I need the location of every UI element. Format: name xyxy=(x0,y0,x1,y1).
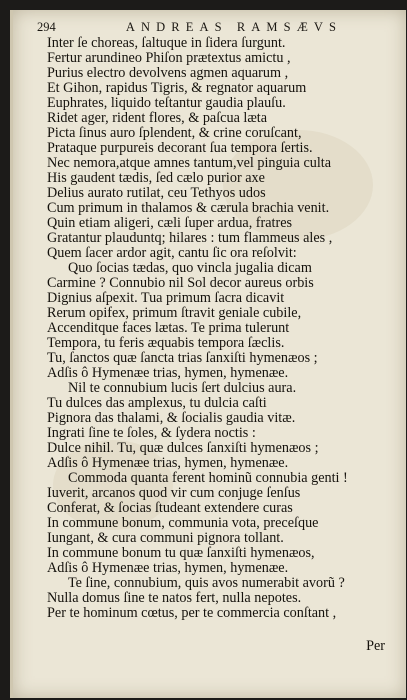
verse-line: Tu, ſanctos quæ ſancta trias ſanxiſti hymenæos ; xyxy=(47,351,318,366)
verse-line: Adſis ô Hymenæe trias, hymen, hymenæe. xyxy=(47,456,289,471)
verse-line: Gratantur plauduntq; hilares : tum flammeus ales , xyxy=(47,231,333,246)
verse-line: His gaudent tædis, ſed cælo purior axe xyxy=(47,171,265,186)
verse-line: Delius aurato rutilat, ceu Tethyos udos xyxy=(47,186,266,201)
verse-line: Nulla domus ſine te natos fert, nulla nepotes. xyxy=(47,591,302,606)
verse-line: Rerum opifex, primum ſtravit geniale cubile, xyxy=(47,306,302,321)
verse-line: Quem ſacer ardor agit, cantu ſic ora reſolvit: xyxy=(47,246,297,261)
verse-line: Euphrates, liquido teſtantur gaudia plauſu. xyxy=(47,96,286,111)
verse-line: Nec nemora,atque amnes tantum,vel pinguia culta xyxy=(47,156,332,171)
verse-line: Tu dulces das amplexus, tu dulcia caſti xyxy=(47,396,267,411)
verse-line: In commune bonum, communia vota, preceſque xyxy=(47,516,319,531)
verse-line: Iuverit, arcanos quod vir cum conjuge ſenſus xyxy=(47,486,301,501)
verse-line: Pignora das thalami, & ſocialis gaudia vitæ. xyxy=(47,411,296,426)
verse-text xyxy=(47,36,377,621)
verse-line: Fertur arundineo Phiſon prætextus amictu , xyxy=(47,51,291,66)
page-number: 294 xyxy=(37,20,56,34)
verse-line: Accenditque faces lætas. Te prima tulerunt xyxy=(47,321,290,336)
verse-line: Nil te connubium lucis ſert dulcius aura. xyxy=(68,381,297,396)
verse-line: Adſis ô Hymenæe trias, hymen, hymenæe. xyxy=(47,366,289,381)
verse-line: Ingrati ſine te ſoles, & ſydera noctis : xyxy=(47,426,256,441)
verse-line: Commoda quanta ferent hominũ connubia genti ! xyxy=(68,471,348,486)
verse-line: Per te hominum cœtus, per te commercia conſtant , xyxy=(47,606,337,621)
verse-line: Picta ſinus auro ſplendent, & crine coruſcant, xyxy=(47,126,302,141)
verse-line: Dignius aſpexit. Tua primum ſacra dicavit xyxy=(47,291,285,306)
verse-line: In commune bonum tu quæ ſanxiſti hymenæos, xyxy=(47,546,315,561)
verse-line: Inter ſe choreas, ſaltuque in ſidera ſurgunt. xyxy=(47,36,286,51)
verse-line: Quo ſocias tædas, quo vincla jugalia dicam xyxy=(68,261,312,276)
verse-line: Et Gihon, rapidus Tigris, & regnator aquarum xyxy=(47,81,307,96)
running-head: ANDREAS RAMSÆVS xyxy=(125,20,343,34)
catchword: Per xyxy=(366,638,385,654)
verse-line: Te ſine, connubium, quis avos numerabit avorũ ? xyxy=(68,576,345,591)
verse-line: Carmine ? Connubio nil Sol decor aureus orbis xyxy=(47,276,314,291)
verse-line: Ridet ager, rident flores, & paſcua læta xyxy=(47,111,268,126)
verse-line: Iungant, & cura communi pignora tollant. xyxy=(47,531,284,546)
verse-line: Conferat, & ſocias ſtudeant extendere curas xyxy=(47,501,293,516)
verse-line: Dulce nihil. Tu, quæ dulces ſanxiſti hymenæos ; xyxy=(47,441,319,456)
verse-line: Prataque purpureis decorant ſua tempora ſertis. xyxy=(47,141,313,156)
verse-line: Tempora, tu feris æquabis tempora ſæclis. xyxy=(47,336,285,351)
verse-line: Adſis ô Hymenæe trias, hymen, hymenæe. xyxy=(47,561,289,576)
verse-line: Cum primum in thalamos & cærula brachia venit. xyxy=(47,201,330,216)
verse-line: Purius electro devolvens agmen aquarum , xyxy=(47,66,289,81)
verse-line: Quin etiam aligeri, cæli ſuper ardua, fratres xyxy=(47,216,293,231)
